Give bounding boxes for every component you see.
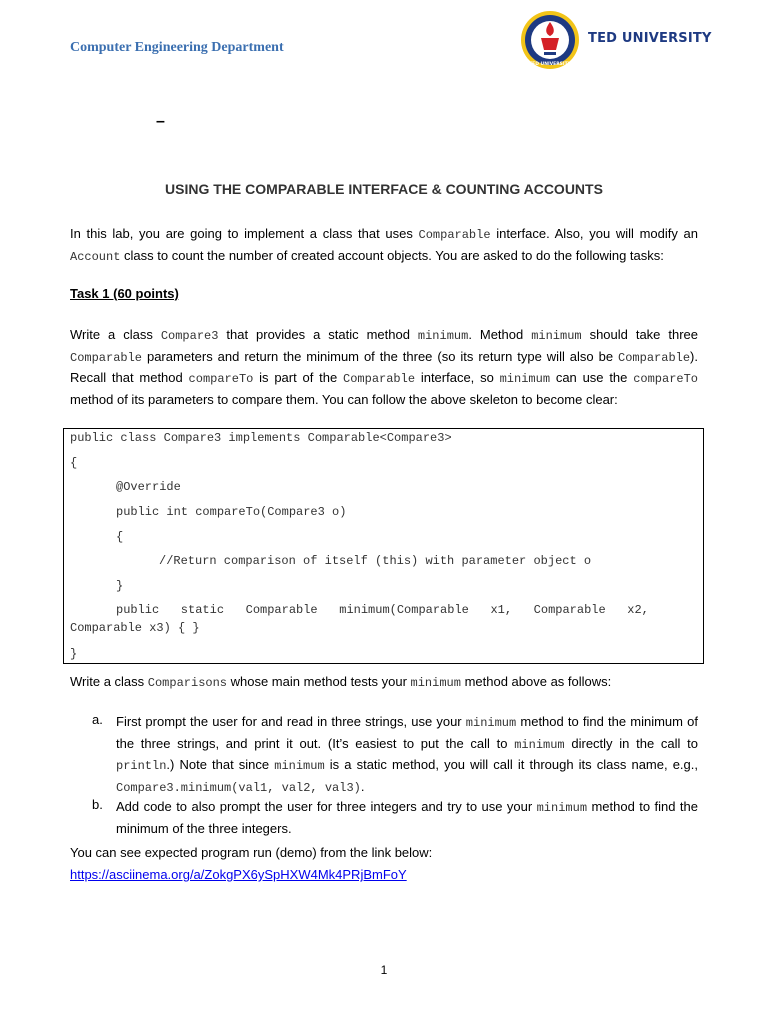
- code-line: }: [116, 579, 124, 593]
- page-number: 1: [380, 963, 388, 977]
- code-line: public static Comparable minimum(Comparable x1, Comparable x2,: [116, 603, 649, 617]
- code-line: }: [70, 647, 78, 661]
- list-item: First prompt the user for and read in three strings, use your minimum method to find the minimum of the three strings, and print it out. (It’s easiest to put the call to minimum directly in the call to println.) Note that since minimum is a static method, you will call it through its class name, e.g., Compare3.minimum(val1, val2, val3).: [116, 714, 699, 795]
- demo-link[interactable]: https://asciinema.org/a/ZokgPX6ySpHXW4Mk4PRjBmFoY: [70, 867, 407, 882]
- code-line: @Override: [116, 480, 181, 494]
- code-line: public int compareTo(Compare3 o): [116, 505, 347, 519]
- demo-text: You can see expected program run (demo) from the link below:: [70, 845, 433, 860]
- code-line: Comparable x3) { }: [70, 621, 200, 635]
- code-line: //Return comparison of itself (this) with parameter object o: [159, 554, 592, 568]
- document-title: USING THE COMPARABLE INTERFACE & COUNTING ACCOUNTS: [165, 181, 603, 197]
- task-paragraph: Write a class Compare3 that provides a static method minimum. Method minimum should take three Comparable parameters and return the minimum of the three (so its return type will also be Comparable). Recall that method compareTo is part of the Comparable interface, so minimum can use the compareTo method of its parameters to compare them. You can follow the above skeleton to become clear:: [70, 327, 698, 407]
- list-marker: a.: [92, 712, 103, 727]
- list-item: Add code to also prompt the user for three integers and try to use your minimum method to find the minimum of the three integers.: [116, 799, 698, 836]
- dash: –: [156, 113, 165, 130]
- intro-paragraph: In this lab, you are going to implement a class that uses Comparable interface. Also, you will modify an Account class to count the number of created account objects. You are asked to do the following tasks:: [70, 226, 699, 264]
- code-line: {: [116, 530, 124, 544]
- comparisons-paragraph: Write a class Comparisons whose main method tests your minimum method above as follows:: [70, 674, 612, 690]
- code-line: public class Compare3 implements Comparable<Compare3>: [70, 431, 452, 445]
- svg-text:TED UNIVERSITY: TED UNIVERSITY: [529, 62, 571, 67]
- department-header: Computer Engineering Department: [70, 40, 284, 55]
- task-heading: Task 1 (60 points): [70, 286, 179, 301]
- ted-university-logo: [520, 10, 580, 70]
- code-line: {: [70, 456, 78, 470]
- university-name: TED UNIVERSITY: [588, 31, 712, 46]
- list-marker: b.: [92, 797, 103, 812]
- code-block: [63, 428, 704, 664]
